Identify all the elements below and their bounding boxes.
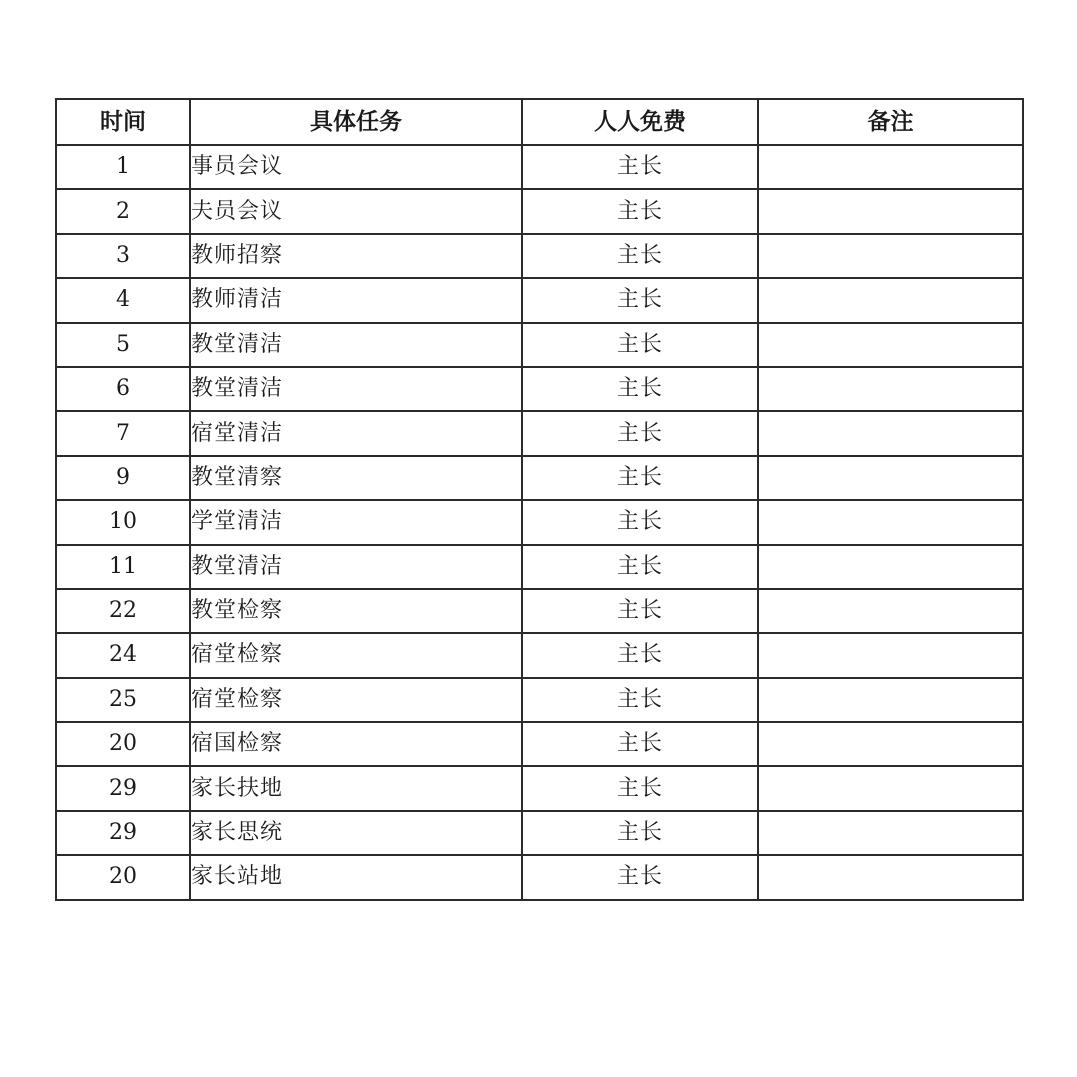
row-task: 教师清洁 [190, 278, 522, 322]
row-responsible: 主长 [522, 456, 758, 500]
row-time: 9 [56, 456, 190, 500]
table-row [56, 633, 1023, 677]
table-row [56, 500, 1023, 544]
row-responsible: 主长 [522, 589, 758, 633]
row-note [758, 189, 1023, 233]
row-time: 6 [56, 367, 190, 411]
row-note [758, 278, 1023, 322]
row-responsible: 主长 [522, 234, 758, 278]
header-time: 时间 [56, 99, 190, 145]
row-task: 家长思统 [190, 811, 522, 855]
row-note [758, 545, 1023, 589]
table-row [56, 589, 1023, 633]
row-task: 教堂清察 [190, 456, 522, 500]
row-time: 20 [56, 722, 190, 766]
row-task: 家长扶地 [190, 766, 522, 810]
row-task: 宿堂检察 [190, 633, 522, 677]
row-note [758, 456, 1023, 500]
row-responsible: 主长 [522, 367, 758, 411]
row-time: 25 [56, 678, 190, 722]
row-note [758, 411, 1023, 455]
table-row [56, 145, 1023, 189]
table-row [56, 545, 1023, 589]
table-row [56, 411, 1023, 455]
row-time: 20 [56, 855, 190, 899]
row-note [758, 500, 1023, 544]
row-note [758, 855, 1023, 899]
table-row [56, 367, 1023, 411]
row-note [758, 633, 1023, 677]
row-time: 2 [56, 189, 190, 233]
table-row [56, 766, 1023, 810]
row-note [758, 811, 1023, 855]
row-responsible: 主长 [522, 411, 758, 455]
row-responsible: 主长 [522, 189, 758, 233]
table-row [56, 855, 1023, 899]
row-time: 1 [56, 145, 190, 189]
row-responsible: 主长 [522, 678, 758, 722]
header-note: 备注 [758, 99, 1023, 145]
row-task: 宿堂检察 [190, 678, 522, 722]
row-time: 29 [56, 811, 190, 855]
row-time: 3 [56, 234, 190, 278]
row-responsible: 主长 [522, 323, 758, 367]
header-row [56, 99, 1023, 145]
row-responsible: 主长 [522, 722, 758, 766]
header-responsible: 人人免费 [522, 99, 758, 145]
row-task: 夫员会议 [190, 189, 522, 233]
schedule-sheet [55, 98, 1022, 901]
table-row [56, 189, 1023, 233]
row-time: 10 [56, 500, 190, 544]
table-header [56, 99, 1023, 145]
row-task: 宿堂清洁 [190, 411, 522, 455]
row-time: 5 [56, 323, 190, 367]
row-task: 教堂清洁 [190, 323, 522, 367]
row-time: 22 [56, 589, 190, 633]
row-responsible: 主长 [522, 633, 758, 677]
row-note [758, 722, 1023, 766]
task-schedule-table [55, 98, 1024, 901]
row-task: 教师招察 [190, 234, 522, 278]
table-row [56, 456, 1023, 500]
row-task: 事员会议 [190, 145, 522, 189]
row-responsible: 主长 [522, 500, 758, 544]
row-time: 24 [56, 633, 190, 677]
header-task: 具体任务 [190, 99, 522, 145]
table-row [56, 811, 1023, 855]
row-time: 11 [56, 545, 190, 589]
row-note [758, 766, 1023, 810]
row-responsible: 主长 [522, 855, 758, 899]
row-responsible: 主长 [522, 278, 758, 322]
table-row [56, 234, 1023, 278]
row-time: 4 [56, 278, 190, 322]
row-time: 29 [56, 766, 190, 810]
table-body [56, 145, 1023, 900]
table-row [56, 678, 1023, 722]
row-task: 宿国检察 [190, 722, 522, 766]
table-row [56, 278, 1023, 322]
table-row [56, 722, 1023, 766]
row-note [758, 589, 1023, 633]
row-time: 7 [56, 411, 190, 455]
row-note [758, 367, 1023, 411]
table-row [56, 323, 1023, 367]
row-note [758, 234, 1023, 278]
row-note [758, 145, 1023, 189]
row-task: 教堂清洁 [190, 545, 522, 589]
row-responsible: 主长 [522, 545, 758, 589]
row-task: 学堂清洁 [190, 500, 522, 544]
row-responsible: 主长 [522, 811, 758, 855]
row-note [758, 678, 1023, 722]
row-task: 家长站地 [190, 855, 522, 899]
row-note [758, 323, 1023, 367]
row-task: 教堂清洁 [190, 367, 522, 411]
row-task: 教堂检察 [190, 589, 522, 633]
row-responsible: 主长 [522, 766, 758, 810]
row-responsible: 主长 [522, 145, 758, 189]
